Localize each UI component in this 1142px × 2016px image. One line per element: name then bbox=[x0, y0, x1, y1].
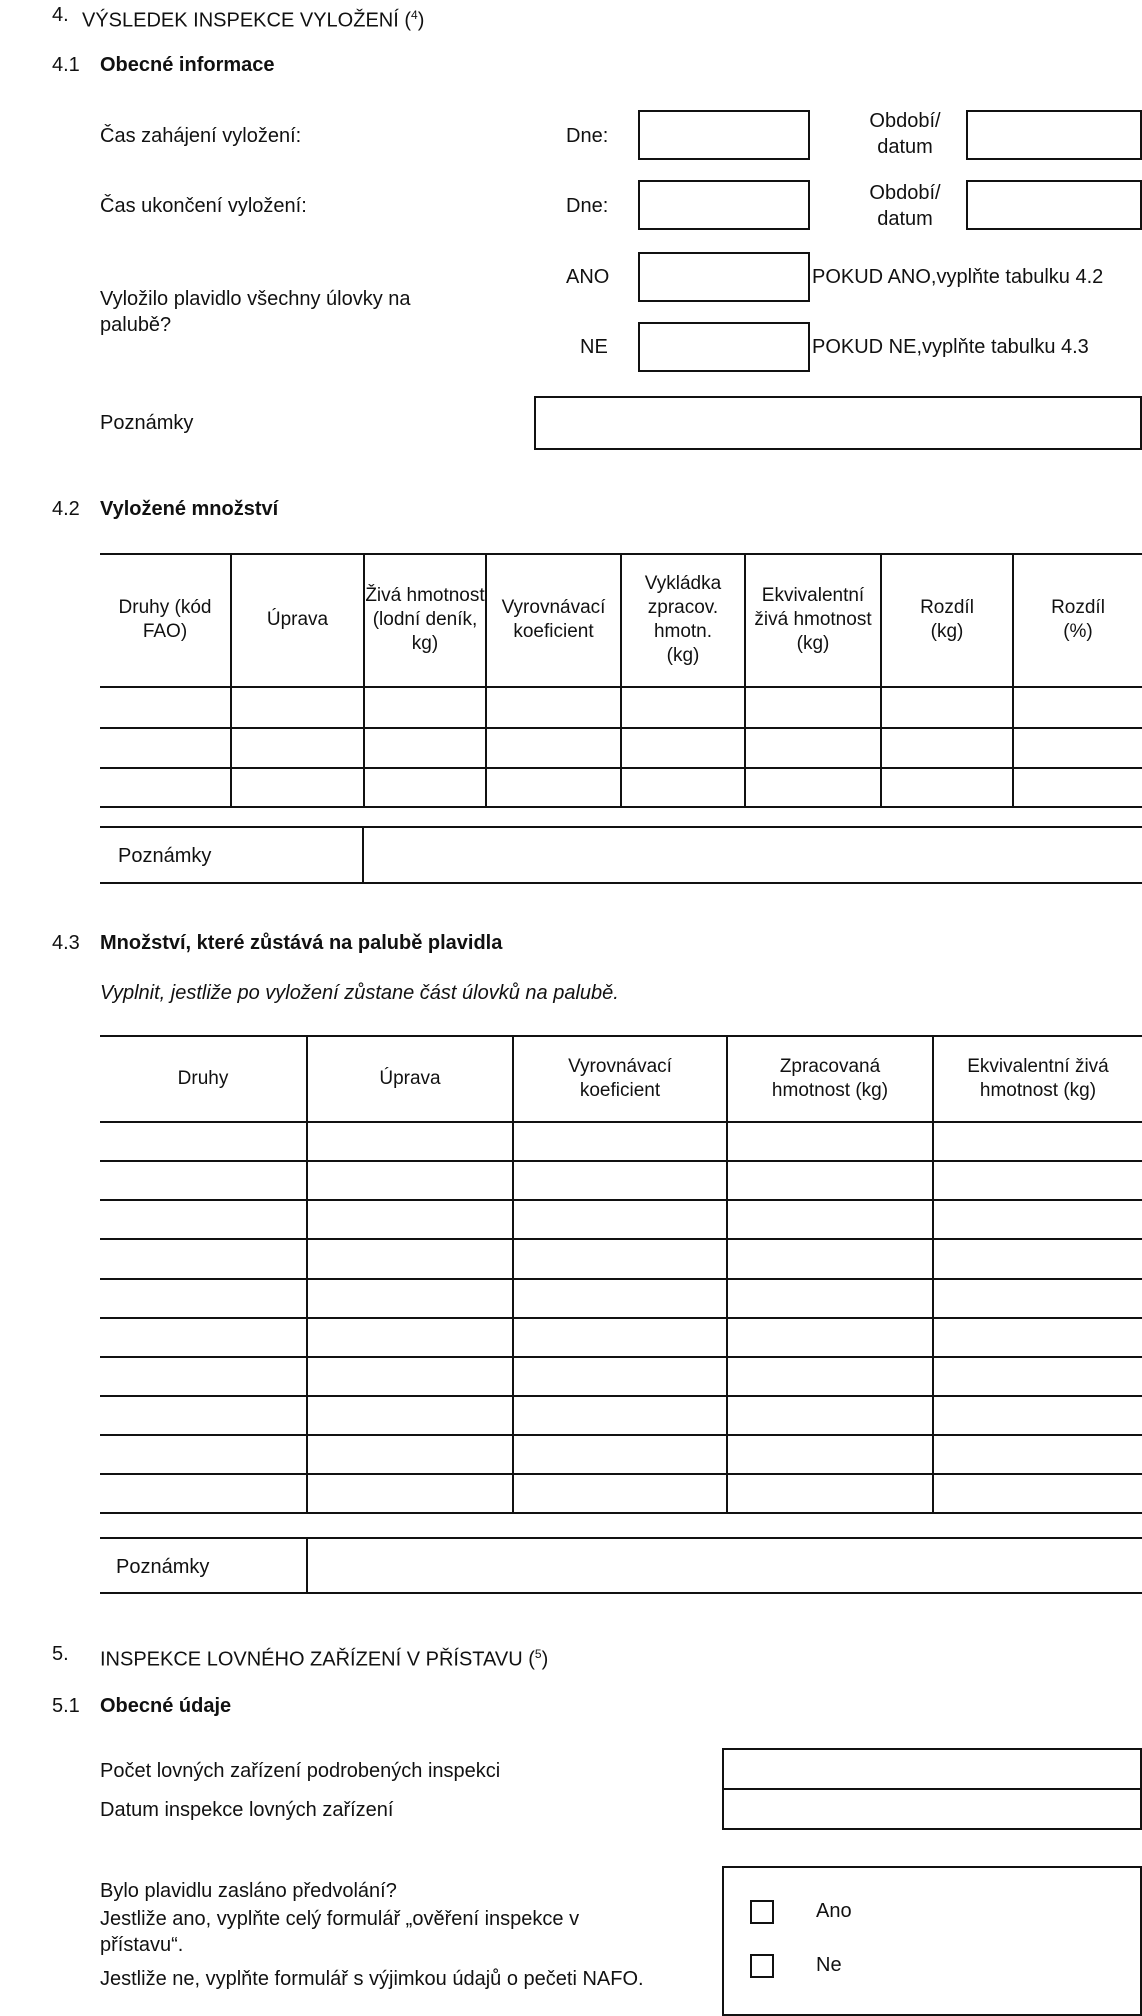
col-conversion-factor: Vyrovnávací koeficient bbox=[568, 1056, 672, 1101]
start-period-label: Období/ datum bbox=[869, 110, 941, 158]
table-row[interactable] bbox=[100, 769, 1142, 806]
section-4-2-title: Vyložené množství bbox=[100, 498, 279, 520]
section-4-1-number: 4.1 bbox=[52, 54, 80, 76]
all-catch-question: Vyložilo plavidlo všechny úlovky na palubě? bbox=[100, 288, 411, 336]
answer-yes-checkbox[interactable] bbox=[750, 1900, 774, 1924]
end-day-field[interactable] bbox=[638, 180, 810, 230]
section-4-3-number: 4.3 bbox=[52, 932, 80, 954]
col-presentation: Úprava bbox=[379, 1068, 441, 1089]
notes-4-1-label: Poznámky bbox=[100, 412, 194, 434]
table-row[interactable] bbox=[100, 1475, 1142, 1512]
notes-4-2-label: Poznámky bbox=[118, 845, 212, 867]
table-row[interactable] bbox=[100, 688, 1142, 726]
section-4-3-title: Množství, které zůstává na palubě plavidla bbox=[100, 932, 503, 954]
start-day-label: Dne: bbox=[566, 125, 609, 147]
col-difference-kg: Rozdíl (kg) bbox=[920, 597, 974, 642]
table-row[interactable] bbox=[100, 1162, 1142, 1199]
table-row[interactable] bbox=[100, 1280, 1142, 1317]
if-no-instruction: POKUD NE,vyplňte tabulku 4.3 bbox=[812, 336, 1089, 358]
notes-4-3-label: Poznámky bbox=[116, 1556, 210, 1578]
col-presentation: Úprava bbox=[266, 609, 329, 630]
gear-count-field[interactable] bbox=[722, 1748, 1142, 1790]
no-label: NE bbox=[580, 336, 608, 358]
summons-answer-box bbox=[722, 1866, 1142, 2016]
section-5-1-title: Obecné údaje bbox=[100, 1695, 232, 1717]
notes-4-1-field[interactable] bbox=[534, 396, 1142, 450]
gear-inspection-date-field[interactable] bbox=[722, 1788, 1142, 1830]
answer-no-label: Ne bbox=[816, 1954, 842, 1976]
summons-yes-instruction: Jestliže ano, vyplňte celý formulář „ověření inspekce v přístavu“. bbox=[100, 1908, 580, 1956]
gear-count-label: Počet lovných zařízení podrobených inspekci bbox=[100, 1760, 501, 1782]
table-row[interactable] bbox=[100, 1358, 1142, 1395]
col-processed-weight: Zpracovaná hmotnost (kg) bbox=[771, 1056, 889, 1101]
yes-label: ANO bbox=[566, 266, 610, 288]
col-landed-processed-weight: Vykládka zpracov. hmotn. (kg) bbox=[644, 573, 722, 666]
col-difference-pct: Rozdíl (%) bbox=[1051, 597, 1105, 642]
summons-no-instruction: Jestliže ne, vyplňte formulář s výjimkou údajů o pečeti NAFO. bbox=[100, 1968, 644, 1990]
section-5-1-number: 5.1 bbox=[52, 1695, 80, 1717]
section-5-number: 5. bbox=[52, 1643, 69, 1665]
answer-no-checkbox[interactable] bbox=[750, 1954, 774, 1978]
col-live-weight-logbook: Živá hmotnost (lodní deník, kg) bbox=[365, 585, 485, 654]
no-field[interactable] bbox=[638, 322, 810, 372]
if-yes-instruction: POKUD ANO,vyplňte tabulku 4.2 bbox=[812, 266, 1104, 288]
answer-yes-label: Ano bbox=[816, 1900, 852, 1922]
end-day-label: Dne: bbox=[566, 195, 609, 217]
col-species-fao: Druhy (kód FAO) bbox=[118, 597, 212, 642]
start-time-label: Čas zahájení vyložení: bbox=[100, 125, 302, 147]
table-row[interactable] bbox=[100, 1436, 1142, 1473]
notes-4-2-field[interactable] bbox=[364, 828, 1142, 882]
section-4-3-subtitle: Vyplnit, jestliže po vyložení zůstane část úlovků na palubě. bbox=[100, 982, 619, 1004]
yes-field[interactable] bbox=[638, 252, 810, 302]
col-equivalent-live-weight: Ekvivalentní živá hmotnost (kg) bbox=[754, 585, 872, 654]
col-equivalent-live-weight: Ekvivalentní živá hmotnost (kg) bbox=[967, 1056, 1109, 1101]
col-species: Druhy bbox=[177, 1068, 229, 1089]
section-4-1-title: Obecné informace bbox=[100, 54, 275, 76]
gear-inspection-date-label: Datum inspekce lovných zařízení bbox=[100, 1799, 394, 1821]
end-period-field[interactable] bbox=[966, 180, 1142, 230]
end-period-label: Období/ datum bbox=[869, 182, 941, 230]
section-4-number: 4. bbox=[52, 4, 69, 26]
table-row[interactable] bbox=[100, 1397, 1142, 1434]
table-row[interactable] bbox=[100, 1201, 1142, 1238]
start-period-field[interactable] bbox=[966, 110, 1142, 160]
table-row[interactable] bbox=[100, 1319, 1142, 1356]
summons-question: Bylo plavidlu zasláno předvolání? bbox=[100, 1880, 397, 1902]
notes-4-3-field[interactable] bbox=[308, 1539, 1142, 1592]
end-time-label: Čas ukončení vyložení: bbox=[100, 195, 307, 217]
section-4-2-number: 4.2 bbox=[52, 498, 80, 520]
table-row[interactable] bbox=[100, 1123, 1142, 1160]
table-row[interactable] bbox=[100, 729, 1142, 767]
section-4-title: VÝSLEDEK INSPEKCE VYLOŽENÍ ($^4$) bbox=[82, 8, 425, 32]
col-conversion-factor: Vyrovnávací koeficient bbox=[501, 597, 606, 642]
start-day-field[interactable] bbox=[638, 110, 810, 160]
section-5-title: INSPEKCE LOVNÉHO ZAŘÍZENÍ V PŘÍSTAVU ($^5$) bbox=[100, 1647, 549, 1671]
table-row[interactable] bbox=[100, 1240, 1142, 1278]
